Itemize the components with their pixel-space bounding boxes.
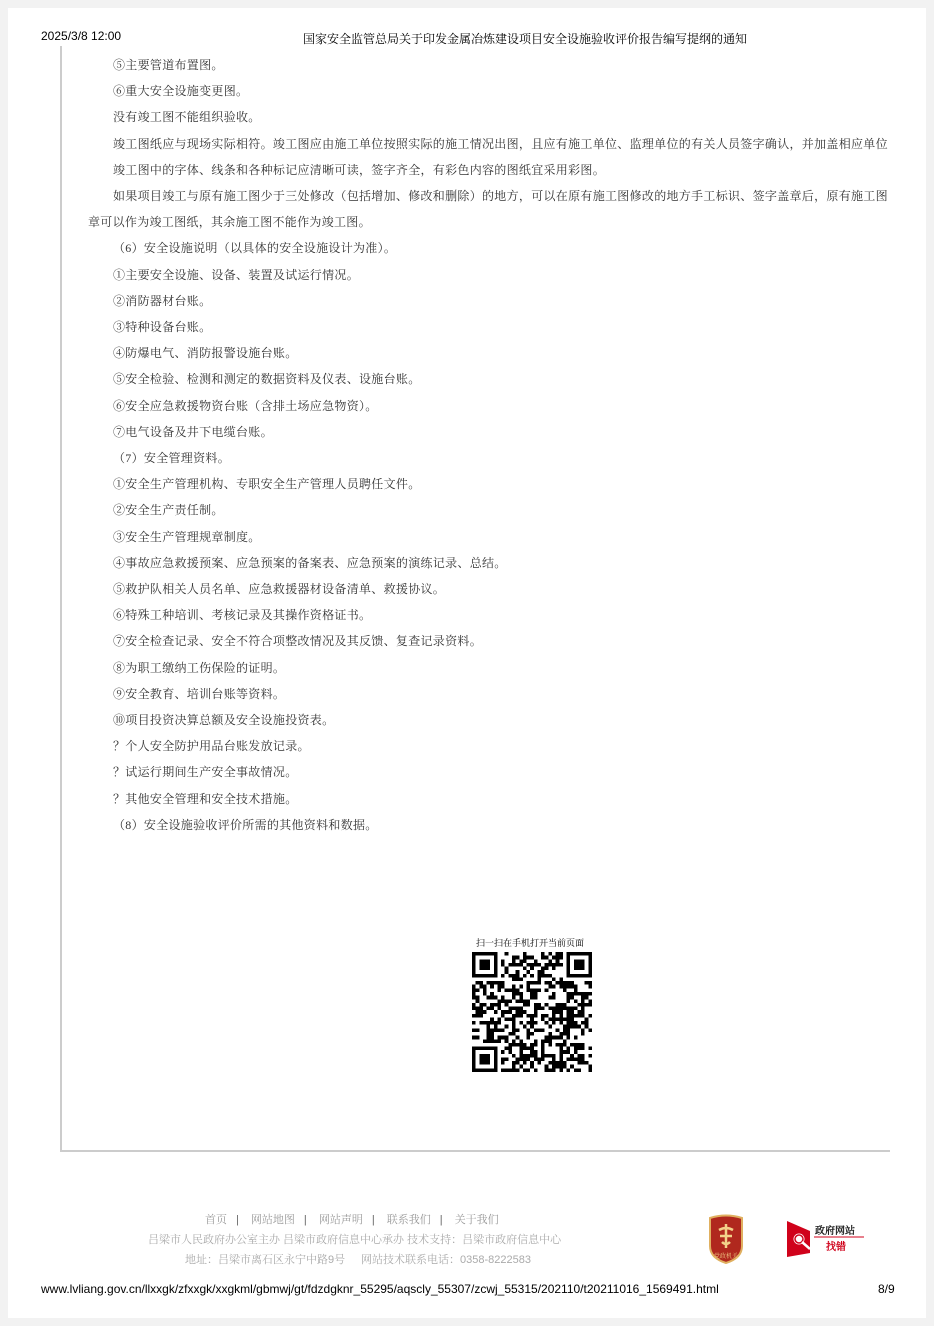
footer-phone: 网站技术联系电话：0358-8222583 [361,1254,531,1266]
paragraph: ⑤安全检验、检测和测定的数据资料及仪表、设施台账。 [113,372,421,387]
paragraph: （8）安全设施验收评价所需的其他资料和数据。 [113,817,378,832]
findbug-title: 政府网站 [815,1226,855,1237]
paragraph: ⑧为职工缴纳工伤保险的证明。 [113,660,286,675]
paragraph: ②安全生产责任制。 [113,503,224,518]
paragraph: （7）安全管理资料。 [113,451,231,466]
print-datetime: 2025/3/8 12:00 [41,29,122,43]
print-url: www.lvliang.gov.cn/llxxgk/zfxxgk/xxgkml/gbmwj/gt/fdzdgknr_55295/aqscly_55307/zcwj_55315/202110/t20211016_1569491.html [41,1282,719,1296]
article-body [88,52,888,838]
qr-label: 扫一扫在手机打开当前页面 [476,938,585,948]
footer-sponsor: 吕梁市人民政府办公室主办 吕梁市政府信息中心承办 技术支持：吕梁市政府信息中心 [148,1234,562,1246]
paragraph: ⑥特殊工种培训、考核记录及其操作资格证书。 [113,608,372,623]
separator: | [236,1214,239,1226]
footer-link-sitemap[interactable]: 网站地图 [250,1214,295,1226]
paragraph: ⑨安全教育、培训台账等资料。 [113,686,286,701]
paragraph: ③特种设备台账。 [113,320,212,335]
paragraph: 如果项目竣工与原有施工图少于三处修改（包括增加、修改和删除）的地方，可以在原有施工图修改的地方手工标识、签字盖章后，原有施工图 [113,189,888,204]
paragraph: ⑤主要管道布置图。 [113,58,224,72]
paragraph: 没有竣工图不能组织验收。 [113,110,261,125]
paragraph: ①安全生产管理机构、专职安全生产管理人员聘任文件。 [113,477,421,492]
paragraph: ⑥重大安全设施变更图。 [113,84,249,99]
paragraph: ？个人安全防护用品台账发放记录。 [113,739,310,754]
paragraph: ？试运行期间生产安全事故情况。 [113,765,298,780]
paragraph: （6）安全设施说明（以具体的安全设施设计为准）。 [113,241,397,256]
paragraph: ④事故应急救援预案、应急预案的备案表、应急预案的演练记录、总结。 [113,555,507,570]
paragraph: ⑤救护队相关人员名单、应急救援器材设备清单、救援协议。 [113,582,446,597]
paragraph: ①主要安全设施、设备、装置及试运行情况。 [113,267,360,282]
footer-link-contact[interactable]: 联系我们 [386,1214,431,1226]
footer-links [205,1211,499,1227]
paragraph: ⑥安全应急救援物资台账（含排土场应急物资）。 [113,398,378,413]
footer-address: 地址：吕梁市离石区永宁中路9号 [185,1254,346,1266]
paragraph: 竣工图纸应与现场实际相符。竣工图应由施工单位按照实际的施工情况出图，且应有施工单位、监理单位的有关人员签字确认，并加盖相应单位 [113,136,888,151]
separator: | [371,1214,375,1226]
footer-link-home[interactable]: 首页 [205,1214,227,1226]
findbug-logo[interactable] [786,1219,866,1259]
paragraph: 竣工图中的字体、线条和各种标记应清晰可读，签字齐全，有彩色内容的图纸宜采用彩图。 [113,162,606,177]
party-government-badge-icon[interactable] [706,1214,746,1264]
separator: | [303,1214,307,1226]
print-title: 国家安全监管总局关于印发金属冶炼建设项目安全设施验收评价报告编写提纲的通知 [303,32,748,46]
paragraph: ②消防器材台账。 [113,293,212,308]
qr-code [472,952,592,1072]
page-number: 8/9 [878,1282,895,1296]
paragraph: ④防爆电气、消防报警设施台账。 [113,346,298,361]
paragraph: ⑦安全检查记录、安全不符合项整改情况及其反馈、复查记录资料。 [113,634,483,649]
paragraph: ？其他安全管理和安全技术措施。 [113,791,298,806]
footer-link-about[interactable]: 关于我们 [454,1214,499,1226]
footer-link-statement[interactable]: 网站声明 [318,1214,363,1226]
paragraph: ⑦电气设备及井下电缆台账。 [113,424,273,439]
paragraph: ③安全生产管理规章制度。 [113,529,261,544]
findbug-sub: 找错 [826,1242,846,1253]
separator: | [439,1214,443,1226]
paragraph: ⑩项目投资决算总额及安全设施投资表。 [113,713,335,728]
badge-text: 党政机关 [713,1253,739,1260]
paragraph: 章可以作为竣工图纸，其余施工图不能作为竣工图。 [88,215,371,230]
